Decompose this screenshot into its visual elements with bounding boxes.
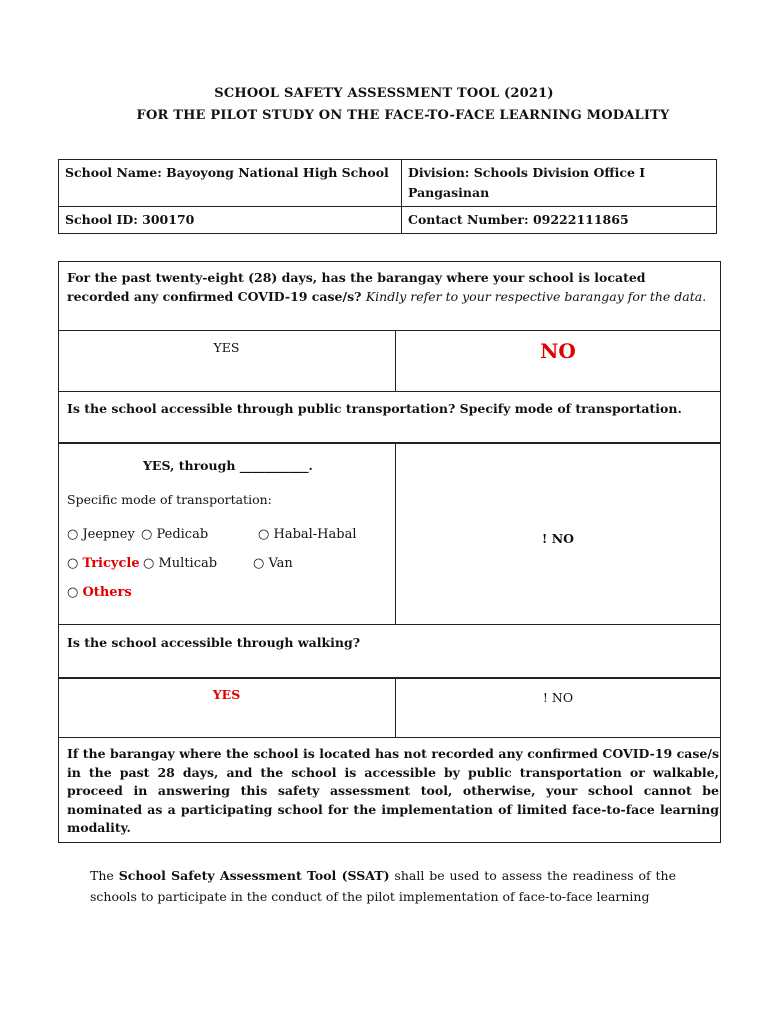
radio-icon: ○ [67, 556, 79, 571]
walking-no-option[interactable]: ! NO [542, 690, 574, 705]
divider [58, 442, 721, 444]
walking-yes-option[interactable]: YES [212, 687, 241, 702]
divider [58, 677, 721, 679]
document-title: SCHOOL SAFETY ASSESSMENT TOOL (2021) [214, 86, 554, 101]
eligibility-notice: If the barangay where the school is located has not recorded any confirmed COVID-19 case/s in the past 28 days, and the school is accessible by public transportation or walkable, proceed in answering this safety assessment tool, otherwise, your school cannot be nominated as a participating school for the implementation of limited face-to-face learning modality. [67, 746, 719, 835]
transport-yes-option[interactable]: YES, through ___________. [143, 458, 313, 473]
pedicab-option[interactable]: ○ Pedicab [141, 527, 209, 542]
divider [58, 737, 721, 738]
radio-icon: ○ [67, 585, 79, 600]
tricycle-option[interactable] [67, 556, 140, 571]
jeepney-option[interactable]: ○ Jeepney [67, 527, 135, 542]
covid-yes-option[interactable]: YES [213, 340, 240, 355]
habal-habal-option[interactable]: ○ Habal-Habal [258, 527, 357, 542]
transport-mode-label: Specific mode of transportation: [67, 492, 272, 507]
divider [58, 330, 721, 331]
divider [58, 391, 721, 392]
others-option[interactable] [67, 585, 132, 600]
multicab-option[interactable]: ○ Multicab [143, 556, 218, 571]
covid-question-text: For the past twenty-eight (28) days, has the barangay where your school is located recorded any confirmed COVID-19 case/s? [67, 270, 646, 304]
school-info-table [58, 159, 717, 234]
divider [58, 624, 721, 625]
tricycle-label: Tricycle [82, 556, 140, 571]
walking-question: Is the school accessible through walking? [67, 635, 361, 650]
transport-question: Is the school accessible through public transportation? Specify mode of transportation. [67, 401, 682, 416]
divider [395, 677, 396, 737]
contact-number-cell: Contact Number: 09222111865 [402, 207, 717, 234]
document-subtitle: FOR THE PILOT STUDY ON THE FACE-TO-FACE LEARNING MODALITY [136, 108, 670, 123]
paragraph-prefix: The [90, 868, 114, 883]
intro-paragraph [90, 865, 676, 907]
school-name-cell: School Name: Bayoyong National High School [59, 160, 402, 207]
paragraph-body: shall be used to assess the readiness of the schools to participate in the conduct of the pilot implementation of face-to-face learning [90, 868, 676, 904]
others-label: Others [82, 585, 132, 600]
paragraph-tool-name: School Safety Assessment Tool (SSAT) [118, 868, 390, 883]
covid-question [67, 268, 712, 306]
covid-question-note: Kindly refer to your respective barangay for the data. [365, 289, 707, 304]
transport-no-option[interactable]: ! NO [541, 531, 575, 546]
covid-no-option[interactable]: NO [540, 339, 576, 363]
school-id-cell: School ID: 300170 [59, 207, 402, 234]
van-option[interactable]: ○ Van [253, 556, 293, 571]
division-cell: Division: Schools Division Office I Pangasinan [402, 160, 717, 207]
